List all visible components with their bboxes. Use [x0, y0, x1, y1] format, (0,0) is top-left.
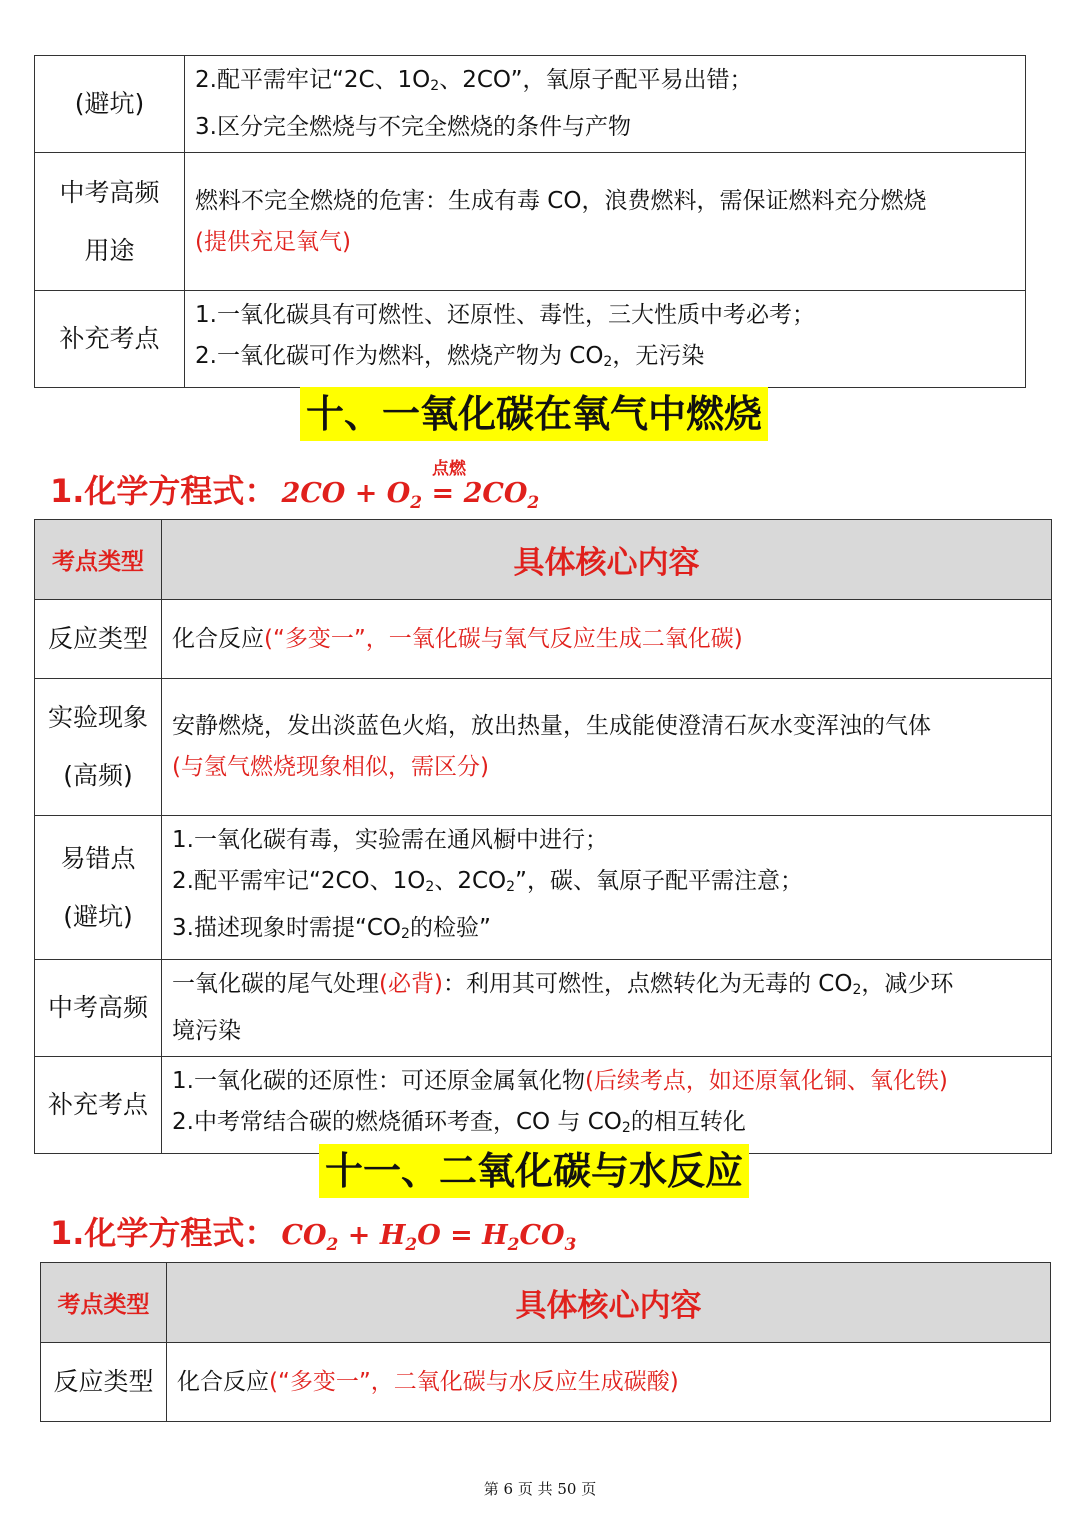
text-segment: 化合反应	[177, 1368, 269, 1395]
text-segment: ，减少环	[861, 971, 954, 997]
content-line	[172, 1102, 1041, 1149]
content-line	[195, 181, 1015, 222]
highlight-text: (必背)	[379, 971, 443, 997]
text-segment: 、2CO	[434, 868, 507, 894]
text-segment: ：利用其可燃性，点燃转化为无毒的 CO	[442, 971, 853, 997]
highlight-text: (提供充足氧气)	[195, 228, 351, 255]
table-section-11	[40, 1262, 1051, 1422]
content-line	[172, 861, 1041, 908]
subscript: 2	[401, 926, 410, 942]
content-line	[195, 222, 1015, 263]
row-content	[162, 1057, 1052, 1154]
equation-label: 1.化学方程式：	[50, 472, 277, 510]
section-title-11: 十一、二氧化碳与水反应	[319, 1144, 749, 1198]
content-line	[172, 747, 1041, 788]
equation-label: 1.化学方程式：	[50, 1214, 277, 1252]
content-line	[195, 295, 1015, 336]
text-segment: 2.中考常结合碳的燃烧循环考查，CO 与 CO	[172, 1109, 622, 1135]
row-label	[35, 1057, 162, 1154]
header-content: 具体核心内容	[167, 1263, 1051, 1343]
text-segment: 2.一氧化碳可作为燃料，燃烧产物为 CO	[195, 343, 604, 369]
table-row	[41, 1343, 1051, 1422]
content-line	[172, 908, 1041, 955]
text-segment: ，无污染	[612, 343, 705, 369]
text-segment: 境污染	[172, 1018, 241, 1044]
text-segment: 化合反应	[172, 625, 264, 652]
chemical-equation: $CO_2 + H_2O = H_2CO_3$	[281, 1220, 577, 1255]
row-label	[35, 600, 162, 679]
table-row	[35, 600, 1052, 679]
subscript: 2	[621, 1120, 631, 1136]
row-content	[185, 291, 1026, 388]
row-label-line: 补充考点	[47, 1090, 148, 1119]
page-footer: 第 6 页 共 50 页	[483, 1480, 597, 1498]
row-label-line: 用途	[84, 235, 135, 265]
subscript: 2	[852, 982, 862, 998]
row-label	[35, 56, 185, 153]
row-label-line: 反应类型	[53, 1367, 154, 1396]
text-segment: 1.一氧化碳有毒，实验需在通风橱中进行；	[172, 827, 608, 853]
text-segment: 2.配平需牢记“2CO、1O	[172, 868, 426, 894]
table-row	[35, 679, 1052, 816]
content-line	[172, 706, 1041, 747]
header-content: 具体核心内容	[162, 520, 1052, 600]
row-label	[35, 679, 162, 816]
table-row	[35, 291, 1026, 388]
row-label-line: 反应类型	[47, 624, 148, 653]
subscript: 2	[425, 879, 435, 895]
row-label-line: 补充考点	[59, 324, 160, 353]
table-row	[35, 153, 1026, 291]
row-content	[162, 679, 1052, 816]
text-segment: 安静燃烧，发出淡蓝色火焰，放出热量，生成能使澄清石灰水变浑浊的气体	[172, 713, 931, 739]
text-segment: 2.配平需牢记“2C、1O	[195, 67, 431, 93]
text-segment: 1.一氧化碳的还原性：可还原金属氧化物	[172, 1068, 585, 1094]
content-line	[195, 60, 1015, 107]
content-line	[195, 336, 1015, 383]
row-label-line: (高频)	[63, 761, 133, 790]
table-row	[35, 816, 1052, 960]
table-header	[35, 520, 1052, 600]
chemical-equation: $2CO + O_2 = 2CO_2$	[281, 478, 540, 513]
text-segment: 3.区分完全燃烧与不完全燃烧的条件与产物	[195, 114, 631, 140]
highlight-text: (后续考点，如还原氧化铜、氧化铁)	[584, 1068, 948, 1094]
content-line	[172, 964, 1041, 1011]
row-label	[35, 153, 185, 291]
equation-row-11	[50, 1208, 576, 1255]
header-label: 考点类型	[35, 520, 162, 600]
content-line	[172, 1061, 1041, 1102]
table-row	[35, 1057, 1052, 1154]
content-line	[172, 619, 1041, 660]
table-previous-section	[34, 55, 1026, 388]
row-content	[162, 600, 1052, 679]
section-title-10: 十、一氧化碳在氧气中燃烧	[300, 387, 768, 441]
text-segment: 的检验”	[409, 915, 491, 941]
row-content	[162, 816, 1052, 960]
table-row	[35, 960, 1052, 1057]
table-section-10	[34, 519, 1052, 1154]
highlight-text: (“多变一”，二氧化碳与水反应生成碳酸)	[269, 1368, 679, 1395]
row-content	[185, 153, 1026, 291]
text-segment: 3.描述现象时需提“CO	[172, 915, 402, 941]
subscript: 2	[506, 879, 516, 895]
text-segment: 燃料不完全燃烧的危害：生成有毒 CO，浪费燃料，需保证燃料充分燃烧	[195, 187, 927, 214]
row-label-line: (避坑)	[63, 901, 133, 931]
row-label	[41, 1343, 167, 1422]
row-content	[162, 960, 1052, 1057]
row-label-line: (避坑)	[74, 89, 145, 118]
subscript: 2	[603, 354, 613, 370]
subscript: 2	[430, 78, 440, 94]
text-segment: 、2CO”，氧原子配平易出错；	[439, 67, 753, 93]
table-header	[41, 1263, 1051, 1343]
text-segment: 的相互转化	[630, 1109, 746, 1135]
content-line	[177, 1362, 1040, 1403]
table-row	[35, 56, 1026, 153]
row-label-line: 中考高频	[47, 993, 148, 1022]
text-segment: 一氧化碳的尾气处理	[172, 971, 379, 997]
row-label	[35, 291, 185, 388]
content-line	[172, 1011, 1041, 1052]
text-segment: ”，碳、氧原子配平需注意；	[515, 868, 803, 894]
content-line	[172, 820, 1041, 861]
row-label	[35, 816, 162, 960]
text-segment: 1.一氧化碳具有可燃性、还原性、毒性，三大性质中考必考；	[195, 302, 815, 328]
content-line	[195, 107, 1015, 148]
header-label: 考点类型	[41, 1263, 167, 1343]
reaction-condition: 点燃	[432, 459, 466, 479]
highlight-text: (“多变一”，一氧化碳与氧气反应生成二氧化碳)	[264, 625, 743, 652]
highlight-text: (与氢气燃烧现象相似，需区分)	[172, 754, 489, 780]
row-label-line: 易错点	[60, 843, 136, 873]
row-label-line: 中考高频	[59, 177, 160, 207]
row-content	[167, 1343, 1051, 1422]
row-label-line: 实验现象	[47, 703, 148, 732]
row-content	[185, 56, 1026, 153]
row-label	[35, 960, 162, 1057]
